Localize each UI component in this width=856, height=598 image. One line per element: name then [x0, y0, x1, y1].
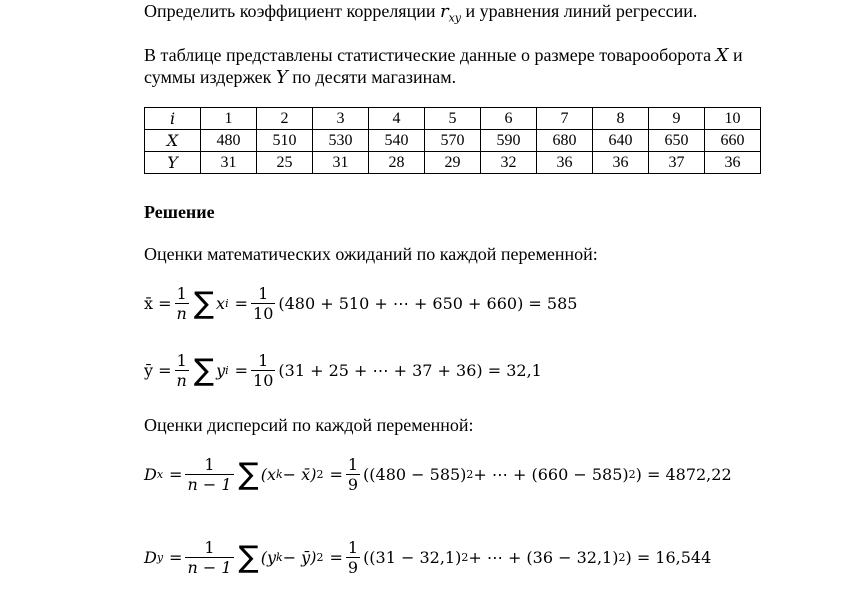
- fraction: [251, 284, 275, 323]
- mean-x-lhs: x̄ =: [144, 294, 172, 313]
- table-cell: 36: [705, 152, 761, 174]
- sum-term-sub: k: [276, 551, 283, 564]
- frac-den: n − 1: [187, 475, 232, 494]
- frac-num: 1: [204, 455, 215, 474]
- table-row: [145, 152, 761, 174]
- solution-title: Решение: [144, 202, 215, 222]
- variance-y-formula: [144, 538, 711, 577]
- table-cell: 6: [481, 108, 537, 130]
- table-cell: 9: [649, 108, 705, 130]
- table-cell: 2: [257, 108, 313, 130]
- frac-den: 9: [347, 475, 359, 494]
- table-cell: 28: [369, 152, 425, 174]
- rhs-part-a: ((31 − 32,1): [363, 548, 462, 567]
- fraction: [175, 284, 189, 323]
- sum-symbol: ∑: [238, 539, 259, 575]
- variance-x-lhs-sub: x: [156, 468, 164, 481]
- table-row: [145, 130, 761, 152]
- row-label: X: [145, 130, 201, 152]
- intro-text-2b: по десяти магазинам.: [287, 67, 457, 87]
- sum-term-sup: 2: [316, 551, 324, 564]
- variance-heading: Оценки дисперсий по каждой переменной:: [144, 415, 474, 435]
- intro-line-1: [144, 44, 743, 67]
- table-cell: 590: [481, 130, 537, 152]
- sum-symbol: ∑: [193, 285, 215, 321]
- sum-term-sub: k: [276, 468, 283, 481]
- row-label: Y: [145, 152, 201, 174]
- frac-den: 9: [347, 558, 359, 577]
- variance-y-lhs: D: [144, 548, 157, 567]
- frac-num: 1: [347, 455, 359, 474]
- var-y: Y: [275, 67, 288, 88]
- frac-num: 1: [258, 284, 269, 303]
- mean-x-formula: [144, 284, 577, 323]
- fraction: [175, 351, 189, 390]
- table-cell: 570: [425, 130, 481, 152]
- var-x: X: [715, 45, 729, 66]
- table-cell: 10: [705, 108, 761, 130]
- variance-x-lhs: D: [144, 465, 157, 484]
- frac-den: n: [176, 371, 187, 390]
- sum-term-sub: i: [225, 297, 229, 310]
- table-cell: 3: [313, 108, 369, 130]
- fraction: [346, 538, 360, 577]
- sum-term: y: [216, 361, 226, 380]
- table-cell: 480: [201, 130, 257, 152]
- rhs-sup-b: 2: [628, 468, 636, 481]
- table-cell: 680: [537, 130, 593, 152]
- rhs-part-b: + ⋯ + (36 − 32,1): [468, 548, 619, 567]
- sum-term-rest: − ȳ): [282, 548, 317, 567]
- equals: =: [234, 294, 249, 313]
- intro-text-2a: суммы издержек: [144, 67, 276, 87]
- sum-term-sub: i: [225, 364, 229, 377]
- variance-y-lhs-sub: y: [156, 551, 164, 564]
- sum-term-sup: 2: [316, 468, 324, 481]
- task-heading-tail: и уравнения линий регрессии.: [461, 1, 698, 21]
- task-heading-text: Определить коэффициент корреляции: [144, 1, 440, 21]
- table-cell: 36: [537, 152, 593, 174]
- table-cell: 4: [369, 108, 425, 130]
- sum-term: (x: [260, 465, 276, 484]
- sum-term: x: [216, 294, 226, 313]
- frac-den: n − 1: [187, 558, 232, 577]
- frac-den: 10: [253, 371, 274, 390]
- table-cell: 5: [425, 108, 481, 130]
- table-cell: 7: [537, 108, 593, 130]
- table-cell: 530: [313, 130, 369, 152]
- fraction: [251, 351, 275, 390]
- sum-term: (y: [260, 548, 277, 567]
- mean-x-rhs: (480 + 510 + ⋯ + 650 + 660) = 585: [278, 294, 578, 313]
- rhs-sup-a: 2: [461, 551, 469, 564]
- equals: =: [329, 465, 343, 484]
- frac-num: 1: [176, 351, 187, 370]
- table-cell: 29: [425, 152, 481, 174]
- mean-y-lhs: ȳ =: [144, 361, 172, 380]
- variance-x-formula: [144, 455, 732, 494]
- means-heading: Оценки математических ожиданий по каждой переменной:: [144, 244, 598, 264]
- sum-symbol: ∑: [238, 456, 259, 492]
- frac-den: 10: [253, 304, 274, 323]
- data-table: [144, 107, 761, 174]
- frac-num: 1: [347, 538, 359, 557]
- table-cell: 32: [481, 152, 537, 174]
- intro-text-1b: и: [728, 45, 743, 65]
- task-heading: [144, 0, 697, 30]
- table-cell: 36: [593, 152, 649, 174]
- fraction: [185, 538, 233, 577]
- rhs-part-a: ((480 − 585): [363, 465, 467, 484]
- rhs-sup-a: 2: [466, 468, 474, 481]
- equals: =: [329, 548, 343, 567]
- sum-symbol: ∑: [193, 352, 215, 388]
- table-cell: 31: [201, 152, 257, 174]
- rhs-part-c: ) = 4872,22: [635, 465, 732, 484]
- frac-num: 1: [176, 284, 187, 303]
- r-subscript: xy: [448, 11, 462, 25]
- sum-term-rest: − x̄): [282, 465, 317, 484]
- fraction: [346, 455, 360, 494]
- equals: =: [169, 548, 183, 567]
- frac-den: n: [176, 304, 187, 323]
- frac-num: 1: [258, 351, 269, 370]
- frac-num: 1: [204, 538, 215, 557]
- fraction: [185, 455, 233, 494]
- rhs-part-b: + ⋯ + (660 − 585): [473, 465, 629, 484]
- equals: =: [234, 361, 249, 380]
- intro-line-2: [144, 66, 456, 89]
- table-cell: 540: [369, 130, 425, 152]
- table-cell: 37: [649, 152, 705, 174]
- equals: =: [169, 465, 183, 484]
- r-symbol: r: [439, 1, 449, 22]
- table-cell: 25: [257, 152, 313, 174]
- table-cell: 650: [649, 130, 705, 152]
- mean-y-formula: [144, 351, 542, 390]
- table-cell: 31: [313, 152, 369, 174]
- rhs-part-c: ) = 16,544: [625, 548, 712, 567]
- table-cell: 660: [705, 130, 761, 152]
- table-cell: 8: [593, 108, 649, 130]
- rhs-sup-b: 2: [618, 551, 626, 564]
- mean-y-rhs: (31 + 25 + ⋯ + 37 + 36) = 32,1: [278, 361, 542, 380]
- intro-text-1a: В таблице представлены статистические данные о размере товарооборота: [144, 45, 716, 65]
- table-cell: 1: [201, 108, 257, 130]
- table-row: [145, 108, 761, 130]
- table-cell: 640: [593, 130, 649, 152]
- table-cell: 510: [257, 130, 313, 152]
- row-label: i: [145, 108, 201, 130]
